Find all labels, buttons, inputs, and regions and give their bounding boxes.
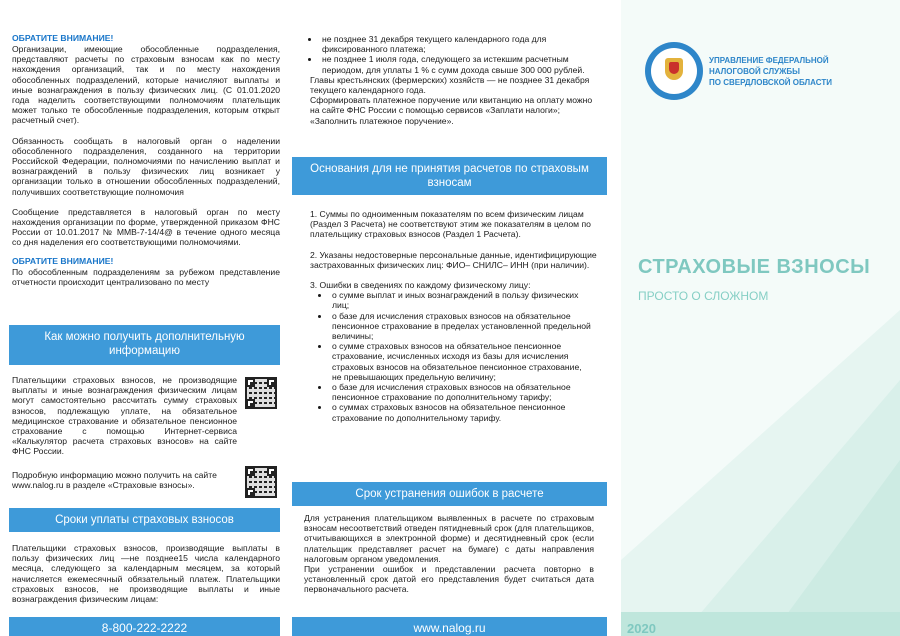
paragraph-separate-units: Организации, имеющие обособленные подразделения, представляют расчеты по страховым взносам как по месту нахождения организаций, так и по месту нахождения обособленных подразделений, которые начисляют выплаты и иные вознаграждения в пользу физических лиц. (С 01.01.2020 года наделить соответствующими полномочиям плательщик может только те обособленные подразделения, которым открыт расчетный счет). [12, 44, 280, 126]
org-name-line-3: ПО СВЕРДЛОВСКОЙ ОБЛАСТИ [709, 78, 832, 87]
fns-emblem-icon [645, 42, 703, 100]
rejection-reason-2: 2. Указаны недостоверные персональные данные, идентифицирующие застрахованных физических лиц: ФИО– СНИЛС– ИНН (при наличии). [310, 249, 597, 270]
rejection-reason-3: 3. Ошибки в сведениях по каждому физическому лицу: [310, 280, 531, 291]
cover-year: 2020 [627, 621, 656, 636]
section-header-additional-info: Как можно получить дополнительную информацию [9, 325, 280, 365]
qr-code-icon [245, 377, 277, 409]
cover-panel [621, 0, 900, 636]
list-item: • о суммах страховых взносов на обязательное пенсионное страхование по дополнительному тарифу. [330, 402, 592, 422]
hotline-phone: 8-800-222-2222 [9, 617, 280, 636]
org-name-line-2: НАЛОГОВОЙ СЛУЖБЫ [709, 67, 800, 76]
org-name-line-1: УПРАВЛЕНИЕ ФЕДЕРАЛЬНОЙ [709, 56, 829, 65]
paragraph-payment-deadline: Плательщики страховых взносов, производящие выплаты в пользу физических лиц —не позднее15 числа календарного месяца, следующего за календарным месяцем, за который начисляется ежемесячный обязательный платеж. Плательщики страховых взносов, не производящие выплаты и иные вознаграждения физическим лицам: [12, 543, 280, 605]
list-item: • о базе для исчисления страховых взносов на обязательное пенсионное страхование в пределах установленной предельной величины; [330, 311, 592, 342]
paragraph-more-info: Подробную информацию можно получить на сайте www.nalog.ru в разделе «Страховые взносы». [12, 470, 217, 491]
cover-subtitle: ПРОСТО О СЛОЖНОМ [638, 289, 769, 303]
payment-deadline-list [304, 34, 604, 75]
qr-code-icon-2 [245, 466, 277, 498]
list-item: • о базе для исчисления страховых взносов на обязательное пенсионное страхование по дополнительному тарифу; [330, 382, 592, 402]
section-header-error-correction: Срок устранения ошибок в расчете [292, 482, 607, 506]
panel-left [0, 0, 290, 636]
paragraph-notify-obligation: Обязанность сообщать в налоговый орган о наделении обособленного подразделения, созданного на территории Российской Федерации, полномочиями по начислению выплат и вознаграждений в пользу физических лиц возникает у организации только в отношении обособленных подразделений, получивших соответствующие полномочия [12, 135, 280, 197]
paragraph-message-form: Сообщение представляется в налоговый орган по месту нахождения организации по форме, утвержденной приказом ФНС России от 10.01.2017 № ММВ-7-14/4@ в течение одного месяца со дня наделения его соответствующими полномочиями. [12, 206, 280, 248]
cover-title: СТРАХОВЫЕ ВЗНОСЫ [638, 256, 871, 278]
section-header-rejection-grounds: Основания для не принятия расчетов по страховым взносам [292, 157, 607, 195]
rejection-reason-1: 1. Суммы по одноименным показателям по всем физическим лицам (Раздел 3 Расчета) не соответствуют этим же показателям в целом по плательщику страховых взносов (Раздел 1 Расчета). [310, 209, 591, 240]
paragraph-calculator: Плательщики страховых взносов, не производящие выплаты и иные вознаграждения физическим лицам могут самостоятельно рассчитать сумму страховых взносов, подлежащую уплате, на обязательное медицинское страхование и обязательное пенсионное страхование с помощью Интернет-сервиса «Калькулятор расчета страховых взносов» на сайте ФНС России. [12, 375, 237, 457]
list-item: • не позднее 31 декабря текущего календарного года для фиксированного платежа; [320, 34, 604, 54]
paragraph-foreign-units: По обособленным подразделениям за рубежом представление отчетности происходит централизовано по месту [12, 266, 280, 287]
list-item: • о сумме выплат и иных вознаграждений в пользу физических лиц; [330, 290, 592, 310]
panel-middle [290, 0, 615, 636]
error-details-list [310, 290, 592, 423]
paragraph-payment-order: Сформировать платежное поручение или квитанцию на оплату можно на сайте ФНС России с помощью сервисов «Заплати налоги»; «Заполнить платежное поручение». [310, 95, 593, 126]
paragraph-farmers: Главы крестьянских (фермерских) хозяйств — не позднее 31 декабря текущего календарного года. [310, 74, 590, 96]
website-link: www.nalog.ru [292, 617, 607, 636]
paragraph-resubmission: При устранении ошибок и представлении расчета повторно в установленный срок датой его представления будет считаться дата первоначального расчета. [304, 564, 594, 595]
attention-heading: ОБРАТИТЕ ВНИМАНИЕ! [12, 33, 114, 43]
list-item: • не позднее 1 июля года, следующего за истекшим расчетным периодом, для уплаты 1 % с сумм дохода свыше 300 000 рублей. [320, 54, 604, 74]
attention-heading-2: ОБРАТИТЕ ВНИМАНИЕ! [12, 255, 114, 266]
section-header-payment-dates: Сроки уплаты страховых взносов [9, 508, 280, 532]
paragraph-correction-period: Для устранения плательщиком выявленных в расчете по страховым взносам несоответствий отведен пятидневный срок (для плательщиков, отчитывающихся в электронной форме) и десятидневный срок (если плательщик представляет расчет на бумаге) с даты направления налоговым органом уведомления. [304, 513, 594, 564]
list-item: • о сумме страховых взносов на обязательное пенсионное страхование, исчисленных исходя из базы для исчисления страховых взносов на обязательное пенсионное страхование, не превышающих предельную величину; [330, 341, 592, 382]
